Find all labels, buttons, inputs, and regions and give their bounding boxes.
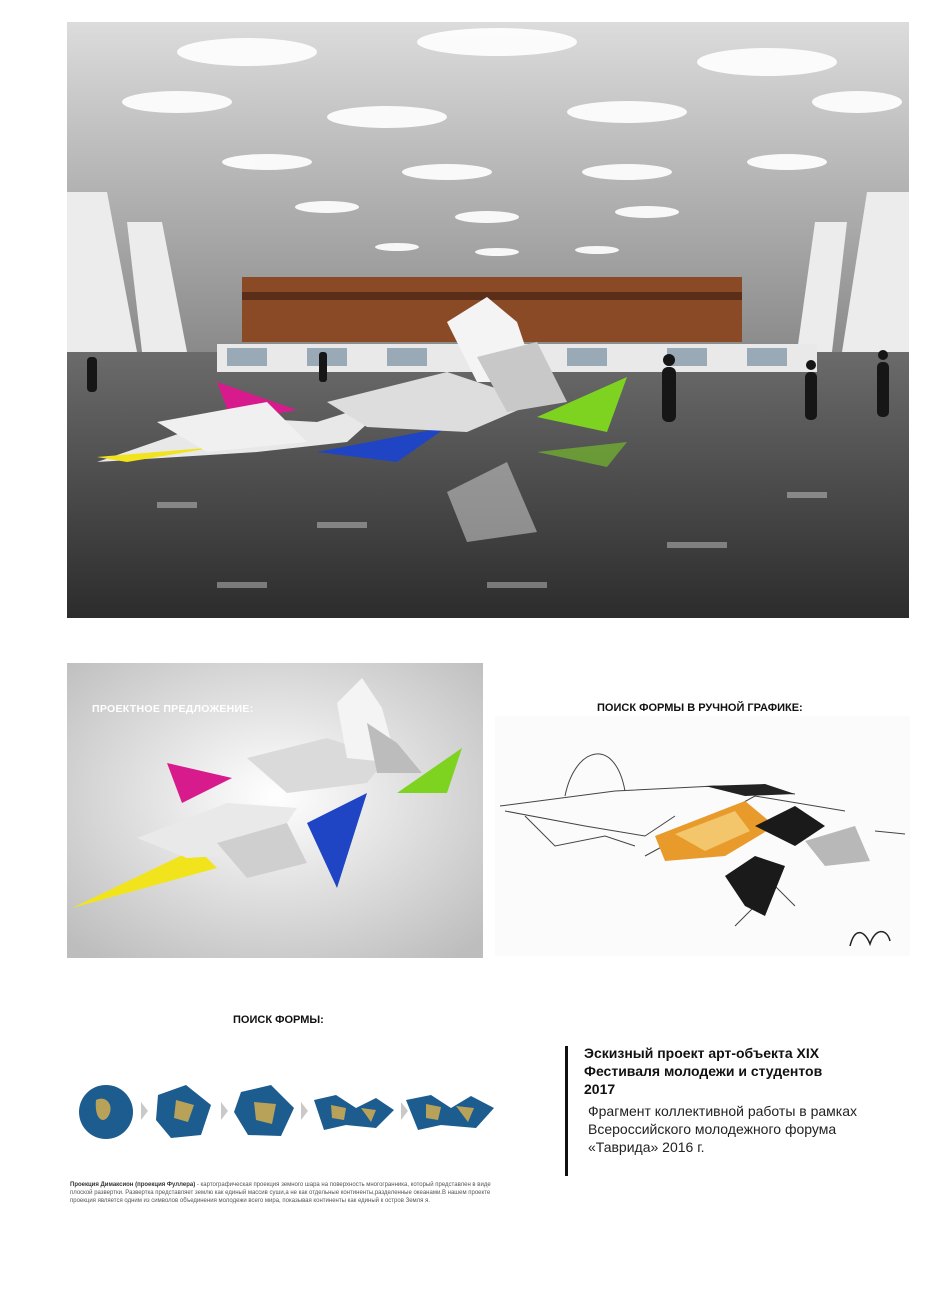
accent-bar: [565, 1046, 568, 1176]
render-label: ПРОЕКТНОЕ ПРЕДЛОЖЕНИЕ:: [92, 703, 254, 715]
globe-step-2: [156, 1085, 211, 1138]
hand-sketch: [495, 716, 910, 956]
hero-photo: [67, 22, 909, 618]
design-proposal-render: [67, 663, 483, 958]
project-subtitle: Фрагмент коллективной работы в рамках Всероссийского молодежного форума «Таврида» 2016 г.: [588, 1103, 858, 1155]
caption-bold: Проекция Димаксион (проекция Фуллера): [70, 1182, 196, 1188]
globe-step-5: [406, 1095, 494, 1130]
form-search-title: ПОИСК ФОРМЫ:: [233, 1014, 324, 1026]
project-title: Эскизный проект арт-объекта XIX Фестиваля молодежи и студентов 2017: [584, 1045, 823, 1097]
globe-step-1: [79, 1085, 133, 1139]
globe-step-4: [314, 1095, 394, 1130]
dymaxion-caption: [70, 1181, 510, 1205]
caption-text: - картографическая проекция земного шара на поверхность многогранника, который представлен в виде плоской развертки. Развертка представляет землю как единый массив суши,а не как отдельные континенты,разделенные океанами.В нашем проекте проекция является одним из символов объединения молодежи всего мира, показывая континенты как единый к остров Земля я.: [70, 1182, 491, 1204]
globe-step-3: [234, 1085, 294, 1136]
dymaxion-sequence: [76, 1080, 496, 1142]
sketch-title: ПОИСК ФОРМЫ В РУЧНОЙ ГРАФИКЕ:: [597, 702, 803, 714]
